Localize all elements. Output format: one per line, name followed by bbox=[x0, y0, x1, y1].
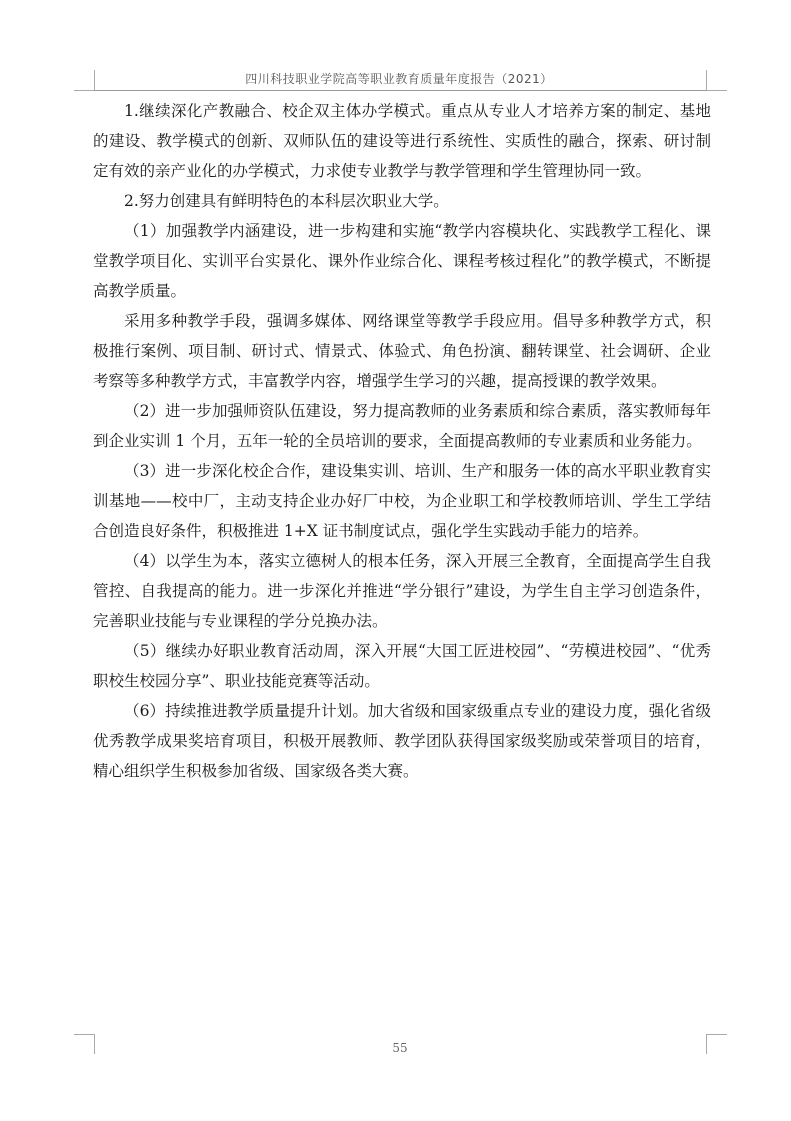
page-header-title: 四川科技职业学院高等职业教育质量年度报告（2021） bbox=[245, 72, 553, 86]
paragraph-5: （2）进一步加强师资队伍建设，努力提高教师的业务素质和综合素质，落实教师每年到企业实训 1 个月，五年一轮的全员培训的要求，全面提高教师的专业素质和业务能力。 bbox=[93, 402, 711, 450]
paragraph-7: （4）以学生为本，落实立德树人的根本任务，深入开展三全教育，全面提高学生自我管控、自我提高的能力。进一步深化并推进“学分银行”建设，为学生自主学习创造条件，完善职业技能与专业课程的学分兑换办法。 bbox=[93, 552, 711, 630]
paragraph-9: （6）持续推进教学质量提升计划。加大省级和国家级重点专业的建设力度，强化省级优秀教学成果奖培育项目，积极开展教师、教学团队获得国家级奖励或荣誉项目的培育，精心组织学生积极参加省级、国家级各类大赛。 bbox=[93, 702, 711, 780]
paragraph-1: 1.继续深化产教融合、校企双主体办学模式。重点从专业人才培养方案的制定、基地的建设、教学模式的创新、双师队伍的建设等进行系统性、实质性的融合，探索、研讨制定有效的亲产业化的办学模式，力求使专业教学与教学管理和学生管理协同一致。 bbox=[93, 102, 711, 180]
crop-mark-bottom-left-h bbox=[74, 1034, 94, 1035]
document-body bbox=[93, 96, 711, 786]
header-divider bbox=[94, 90, 707, 91]
crop-mark-top-left-h bbox=[74, 90, 94, 91]
paragraph-3: （1）加强教学内涵建设，进一步构建和实施“教学内容模块化、实践教学工程化、课堂教学项目化、实训平台实景化、课外作业综合化、课程考核过程化”的教学模式，不断提高教学质量。 bbox=[93, 222, 711, 300]
paragraph-8: （5）继续办好职业教育活动周，深入开展“大国工匠进校园”、“劳模进校园”、“优秀职校生校园分享”、职业技能竞赛等活动。 bbox=[93, 642, 711, 690]
crop-mark-top-left bbox=[74, 70, 95, 90]
paragraph-4: 采用多种教学手段，强调多媒体、网络课堂等教学手段应用。倡导多种教学方式，积极推行案例、项目制、研讨式、情景式、体验式、角色扮演、翻转课堂、社会调研、企业考察等多种教学方式，丰富教学内容，增强学生学习的兴趣，提高授课的教学效果。 bbox=[93, 312, 711, 390]
crop-mark-bottom-right-h bbox=[707, 1034, 727, 1035]
paragraph-2: 2.努力创建具有鲜明特色的本科层次职业大学。 bbox=[124, 192, 449, 210]
page-number: 55 bbox=[392, 1041, 408, 1055]
crop-mark-top-right-h bbox=[707, 90, 727, 91]
paragraph-6: （3）进一步深化校企合作，建设集实训、培训、生产和服务一体的高水平职业教育实训基地——校中厂，主动支持企业办好厂中校，为企业职工和学校教师培训、学生工学结合创造良好条件，积极推进 1+X 证书制度试点，强化学生实践动手能力的培养。 bbox=[93, 462, 711, 540]
crop-mark-bottom-left bbox=[74, 1034, 95, 1054]
crop-mark-top-right bbox=[706, 70, 727, 90]
crop-mark-bottom-right bbox=[706, 1034, 727, 1054]
